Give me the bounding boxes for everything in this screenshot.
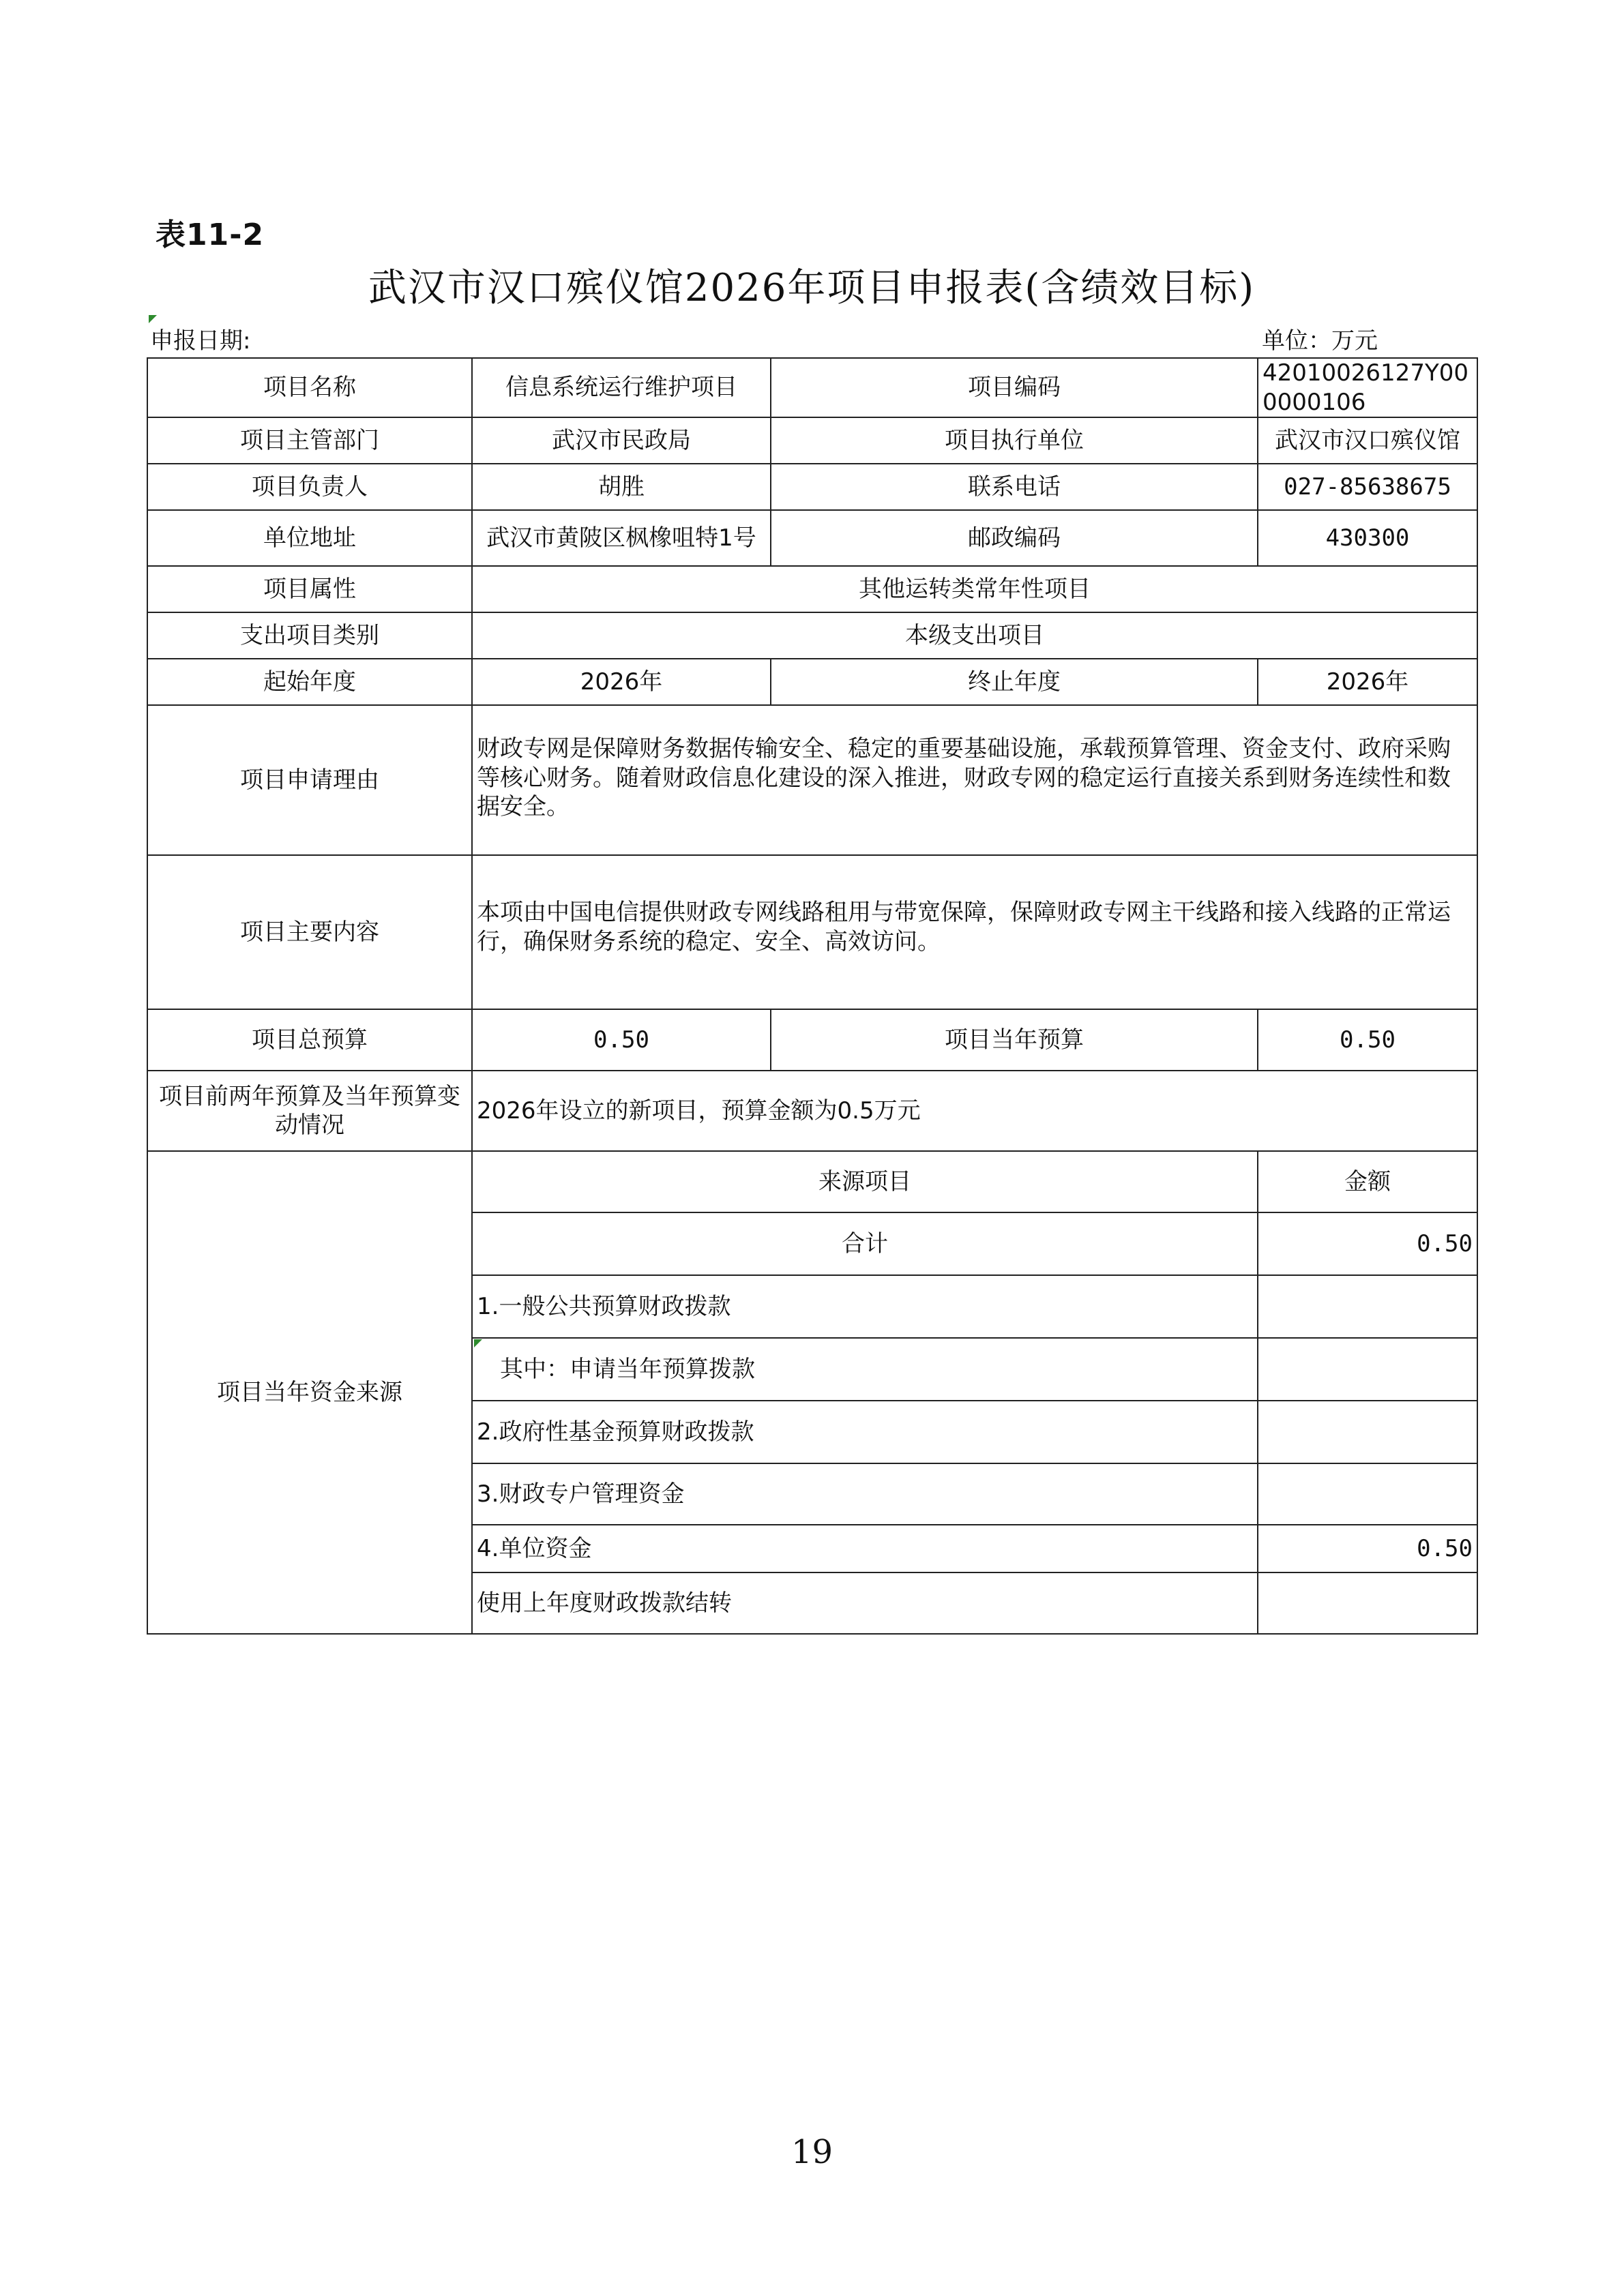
funding-row-amount	[1258, 1463, 1477, 1525]
leader-value: 胡胜	[472, 464, 771, 510]
amount-header: 金额	[1258, 1151, 1477, 1212]
category-value: 本级支出项目	[472, 612, 1477, 659]
exec-unit-label: 项目执行单位	[771, 417, 1258, 464]
attribute-label: 项目属性	[147, 566, 472, 612]
funding-row-amount	[1258, 1338, 1477, 1401]
source-header: 来源项目	[472, 1151, 1258, 1212]
funding-row-amount: 0.50	[1258, 1212, 1477, 1275]
budget-change-value: 2026年设立的新项目，预算金额为0.5万元	[472, 1071, 1477, 1151]
start-year-label: 起始年度	[147, 659, 472, 705]
funding-row-name: 使用上年度财政拨款结转	[472, 1572, 1258, 1634]
project-code-label: 项目编码	[771, 358, 1258, 417]
table-row	[147, 417, 1477, 464]
cell-marker-icon	[474, 1339, 482, 1347]
content-label: 项目主要内容	[147, 855, 472, 1009]
table-row	[147, 1071, 1477, 1151]
phone-value: 027-85638675	[1258, 464, 1477, 510]
address-value: 武汉市黄陂区枫橡咀特1号	[472, 510, 771, 566]
category-label: 支出项目类别	[147, 612, 472, 659]
address-label: 单位地址	[147, 510, 472, 566]
funding-source-label: 项目当年资金来源	[147, 1151, 472, 1634]
funding-row-name: 3.财政专户管理资金	[472, 1463, 1258, 1525]
phone-label: 联系电话	[771, 464, 1258, 510]
table-row	[147, 566, 1477, 612]
table-row	[147, 659, 1477, 705]
total-budget-label: 项目总预算	[147, 1009, 472, 1071]
unit-label: 单位：万元	[1262, 327, 1378, 355]
postcode-label: 邮政编码	[771, 510, 1258, 566]
funding-row-amount	[1258, 1275, 1477, 1338]
reason-value: 财政专网是保障财务数据传输安全、稳定的重要基础设施，承载预算管理、资金支付、政府采购等核心财务。随着财政信息化建设的深入推进，财政专网的稳定运行直接关系到财务连续性和数据安全。	[472, 705, 1477, 855]
total-budget-value: 0.50	[472, 1009, 771, 1071]
funding-row-name: 合计	[472, 1212, 1258, 1275]
budget-change-label: 项目前两年预算及当年预算变动情况	[147, 1071, 472, 1151]
project-declaration-table	[147, 357, 1478, 1635]
table-row	[147, 1151, 1477, 1212]
table-row	[147, 705, 1477, 855]
year-budget-value: 0.50	[1258, 1009, 1477, 1071]
postcode-value: 430300	[1258, 510, 1477, 566]
exec-unit-value: 武汉市汉口殡仪馆	[1258, 417, 1477, 464]
table-row	[147, 510, 1477, 566]
funding-row-name: 1.一般公共预算财政拨款	[472, 1275, 1258, 1338]
end-year-label: 终止年度	[771, 659, 1258, 705]
funding-row-amount: 0.50	[1258, 1525, 1477, 1572]
end-year-value: 2026年	[1258, 659, 1477, 705]
project-name-value: 信息系统运行维护项目	[472, 358, 771, 417]
table-number: 表11-2	[156, 218, 265, 252]
table-row	[147, 855, 1477, 1009]
project-name-label: 项目名称	[147, 358, 472, 417]
dept-label: 项目主管部门	[147, 417, 472, 464]
page-number: 19	[791, 2133, 833, 2171]
reason-label: 项目申请理由	[147, 705, 472, 855]
form-title: 武汉市汉口殡仪馆2026年项目申报表(含绩效目标)	[368, 266, 1256, 310]
table-row	[147, 358, 1477, 417]
table-row	[147, 1009, 1477, 1071]
funding-row-name: 2.政府性基金预算财政拨款	[472, 1401, 1258, 1463]
attribute-value: 其他运转类常年性项目	[472, 566, 1477, 612]
leader-label: 项目负责人	[147, 464, 472, 510]
table-row	[147, 612, 1477, 659]
project-code-value: 42010026127Y000000106	[1258, 358, 1477, 417]
dept-value: 武汉市民政局	[472, 417, 771, 464]
year-budget-label: 项目当年预算	[771, 1009, 1258, 1071]
table-row	[147, 464, 1477, 510]
date-label: 申报日期:	[150, 327, 251, 355]
funding-row-name: 其中：申请当年预算拨款	[472, 1338, 1258, 1401]
content-value: 本项由中国电信提供财政专网线路租用与带宽保障，保障财政专网主干线路和接入线路的正常运行，确保财务系统的稳定、安全、高效访问。	[472, 855, 1477, 1009]
funding-row-amount	[1258, 1401, 1477, 1463]
start-year-value: 2026年	[472, 659, 771, 705]
funding-row-amount	[1258, 1572, 1477, 1634]
funding-row-name: 4.单位资金	[472, 1525, 1258, 1572]
